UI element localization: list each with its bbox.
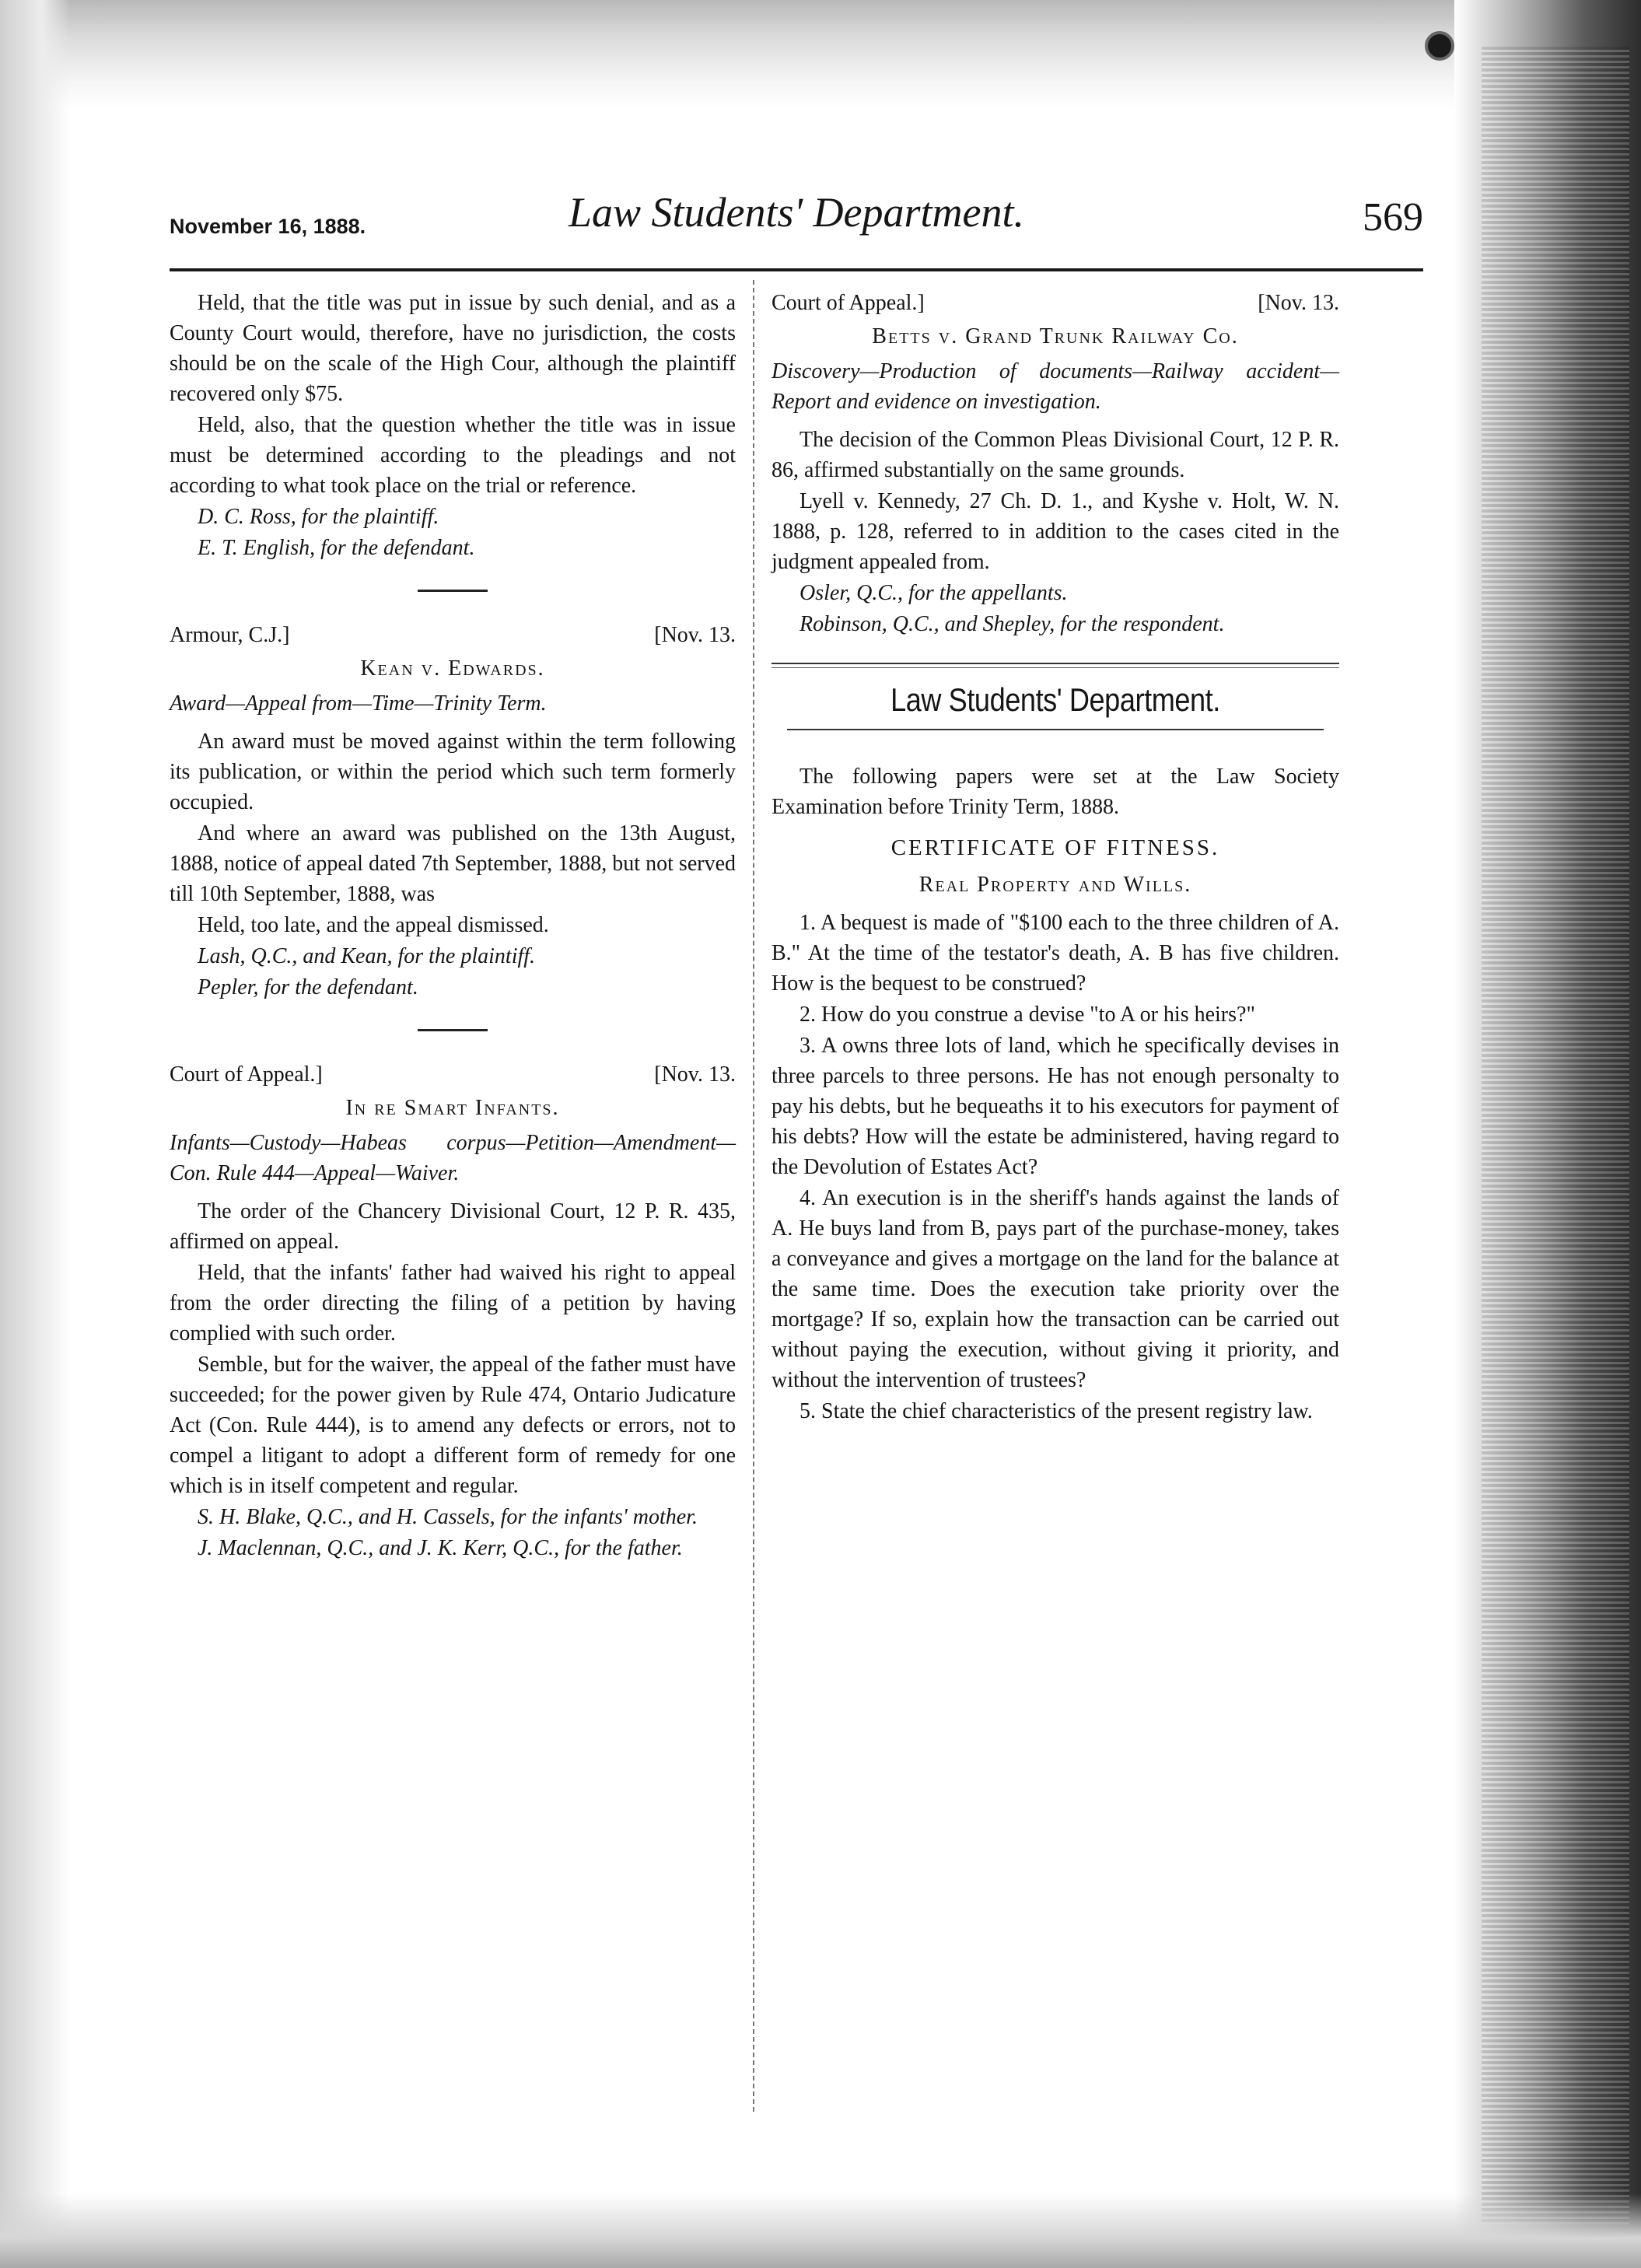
exam-question: 1. A bequest is made of "$100 each to the three children of A. B." At the time of the testator's death, A. B has five children. How is the bequest to be construed? xyxy=(772,911,1339,996)
counsel-line: S. H. Blake, Q.C., and H. Cassels, for the infants' mother. xyxy=(198,1505,698,1529)
section-rule xyxy=(772,667,1339,668)
counsel-line: J. Maclennan, Q.C., and J. K. Kerr, Q.C., for the father. xyxy=(198,1536,683,1560)
case-date: [Nov. 13. xyxy=(654,1062,736,1087)
case-headnote: Infants—Custody—Habeas corpus—Petition—Amendment—Con. Rule 444—Appeal—Waiver. xyxy=(170,1131,736,1185)
case-paragraph: And where an award was published on the 13th August, 1888, notice of appeal dated 7th September, 1888, but not served till 10th September, 1888, was xyxy=(170,821,736,906)
counsel-line: E. T. English, for the defendant. xyxy=(198,536,475,560)
page-number: 569 xyxy=(1363,195,1423,240)
scan-noise-right xyxy=(1482,47,1629,2224)
case-paragraph: Lyell v. Kennedy, 27 Ch. D. 1., and Kyshe v. Holt, W. N. 1888, p. 128, referred to in addition to the cases cited in the judgment appealed from. xyxy=(772,489,1339,574)
case-title: In re Smart Infants. xyxy=(345,1096,560,1120)
case-paragraph: Held, that the infants' father had waived his right to appeal from the order directing the filing of a petition by having complied with such order. xyxy=(170,1261,736,1346)
counsel-line: Robinson, Q.C., and Shepley, for the respondent. xyxy=(800,612,1225,636)
binding-hole-mark xyxy=(1425,31,1454,61)
case-separator xyxy=(418,590,488,592)
court-line xyxy=(170,1059,736,1090)
case-separator xyxy=(418,1029,488,1031)
certificate-heading: CERTIFICATE OF FITNESS. xyxy=(890,835,1220,860)
case-paragraph: Semble, but for the waiver, the appeal of the father must have succeeded; for the power given by Rule 474, Ontario Judicature Act (Con. Rule 444), is to amend any defects or errors, not to compel a litigant to adopt a different form of remedy for one which is in itself competent and regular. xyxy=(170,1353,736,1498)
subject-subheading: Real Property and Wills. xyxy=(918,873,1192,897)
case-paragraph: Held, also, that the question whether the title was in issue must be determined according to the pleadings and not according to what took place on the trial or reference. xyxy=(170,413,736,498)
counsel-line: D. C. Ross, for the plaintiff. xyxy=(198,505,439,529)
counsel-line: Pepler, for the defendant. xyxy=(198,975,418,999)
page-header xyxy=(170,180,1423,258)
scan-shadow-bottom xyxy=(0,2193,1641,2268)
scan-shadow-left xyxy=(0,0,70,2268)
case-date: [Nov. 13. xyxy=(654,623,736,647)
case-title: Betts v. Grand Trunk Railway Co. xyxy=(872,324,1239,348)
exam-question: 2. How do you construe a devise "to A or his heirs?" xyxy=(800,1003,1255,1027)
case-headnote: Discovery—Production of documents—Railway accident—Report and evidence on investigation. xyxy=(772,359,1339,414)
case-headnote: Award—Appeal from—Time—Trinity Term. xyxy=(170,691,547,716)
header-title: Law Students' Department. xyxy=(568,189,1025,236)
case-paragraph: An award must be moved against within the term following its publication, or within the period which such term formerly occupied. xyxy=(170,730,736,814)
scan-shadow-top xyxy=(0,0,1641,109)
right-column xyxy=(772,288,1339,1427)
case-paragraph: Held, that the title was put in issue by such denial, and as a County Court would, therefore, have no jurisdiction, the costs should be on the scale of the High Cour, although the plaintiff recovered only $75. xyxy=(170,291,736,406)
exam-question: 5. State the chief characteristics of the present registry law. xyxy=(800,1399,1313,1423)
header-date: November 16, 1888. xyxy=(170,215,366,238)
judge-name: Armour, C.J.] xyxy=(170,623,290,647)
counsel-line: Lash, Q.C., and Kean, for the plaintiff. xyxy=(198,944,536,968)
court-line xyxy=(772,288,1339,318)
case-paragraph: Held, too late, and the appeal dismissed. xyxy=(198,913,549,937)
section-rule xyxy=(772,663,1339,664)
exam-question: 4. An execution is in the sheriff's hands against the lands of A. He buys land from B, pays part of the purchase-money, takes a conveyance and gives a mortgage on the land for the balance at the same time. Does the execution take priority over the mortgage? If so, explain how the transaction can be carried out without paying the execution, without giving it priority, and without the intervention of trustees? xyxy=(772,1186,1339,1392)
court-line xyxy=(170,620,736,650)
case-paragraph: The decision of the Common Pleas Divisional Court, 12 P. R. 86, affirmed substantially on the same grounds. xyxy=(772,428,1339,482)
intro-paragraph: The following papers were set at the Law Society Examination before Trinity Term, 1888. xyxy=(772,765,1339,819)
column-divider xyxy=(753,280,754,2112)
court-name: Court of Appeal.] xyxy=(170,1062,323,1087)
counsel-line: Osler, Q.C., for the appellants. xyxy=(800,581,1068,605)
court-name: Court of Appeal.] xyxy=(772,291,925,315)
left-column xyxy=(170,288,736,1564)
header-rule xyxy=(170,268,1423,271)
section-rule xyxy=(787,729,1324,730)
case-paragraph: The order of the Chancery Divisional Court, 12 P. R. 435, affirmed on appeal. xyxy=(170,1199,736,1254)
case-date: [Nov. 13. xyxy=(1258,291,1339,315)
exam-question: 3. A owns three lots of land, which he specifically devises in three parcels to three persons. He has not enough personalty to pay his debts, but he bequeaths it to his executors for payment of his debts? How will the estate be administered, having regard to the Devolution of Estates Act? xyxy=(772,1034,1339,1179)
department-heading: Law Students' Department. xyxy=(890,681,1220,718)
case-title: Kean v. Edwards. xyxy=(360,656,545,681)
